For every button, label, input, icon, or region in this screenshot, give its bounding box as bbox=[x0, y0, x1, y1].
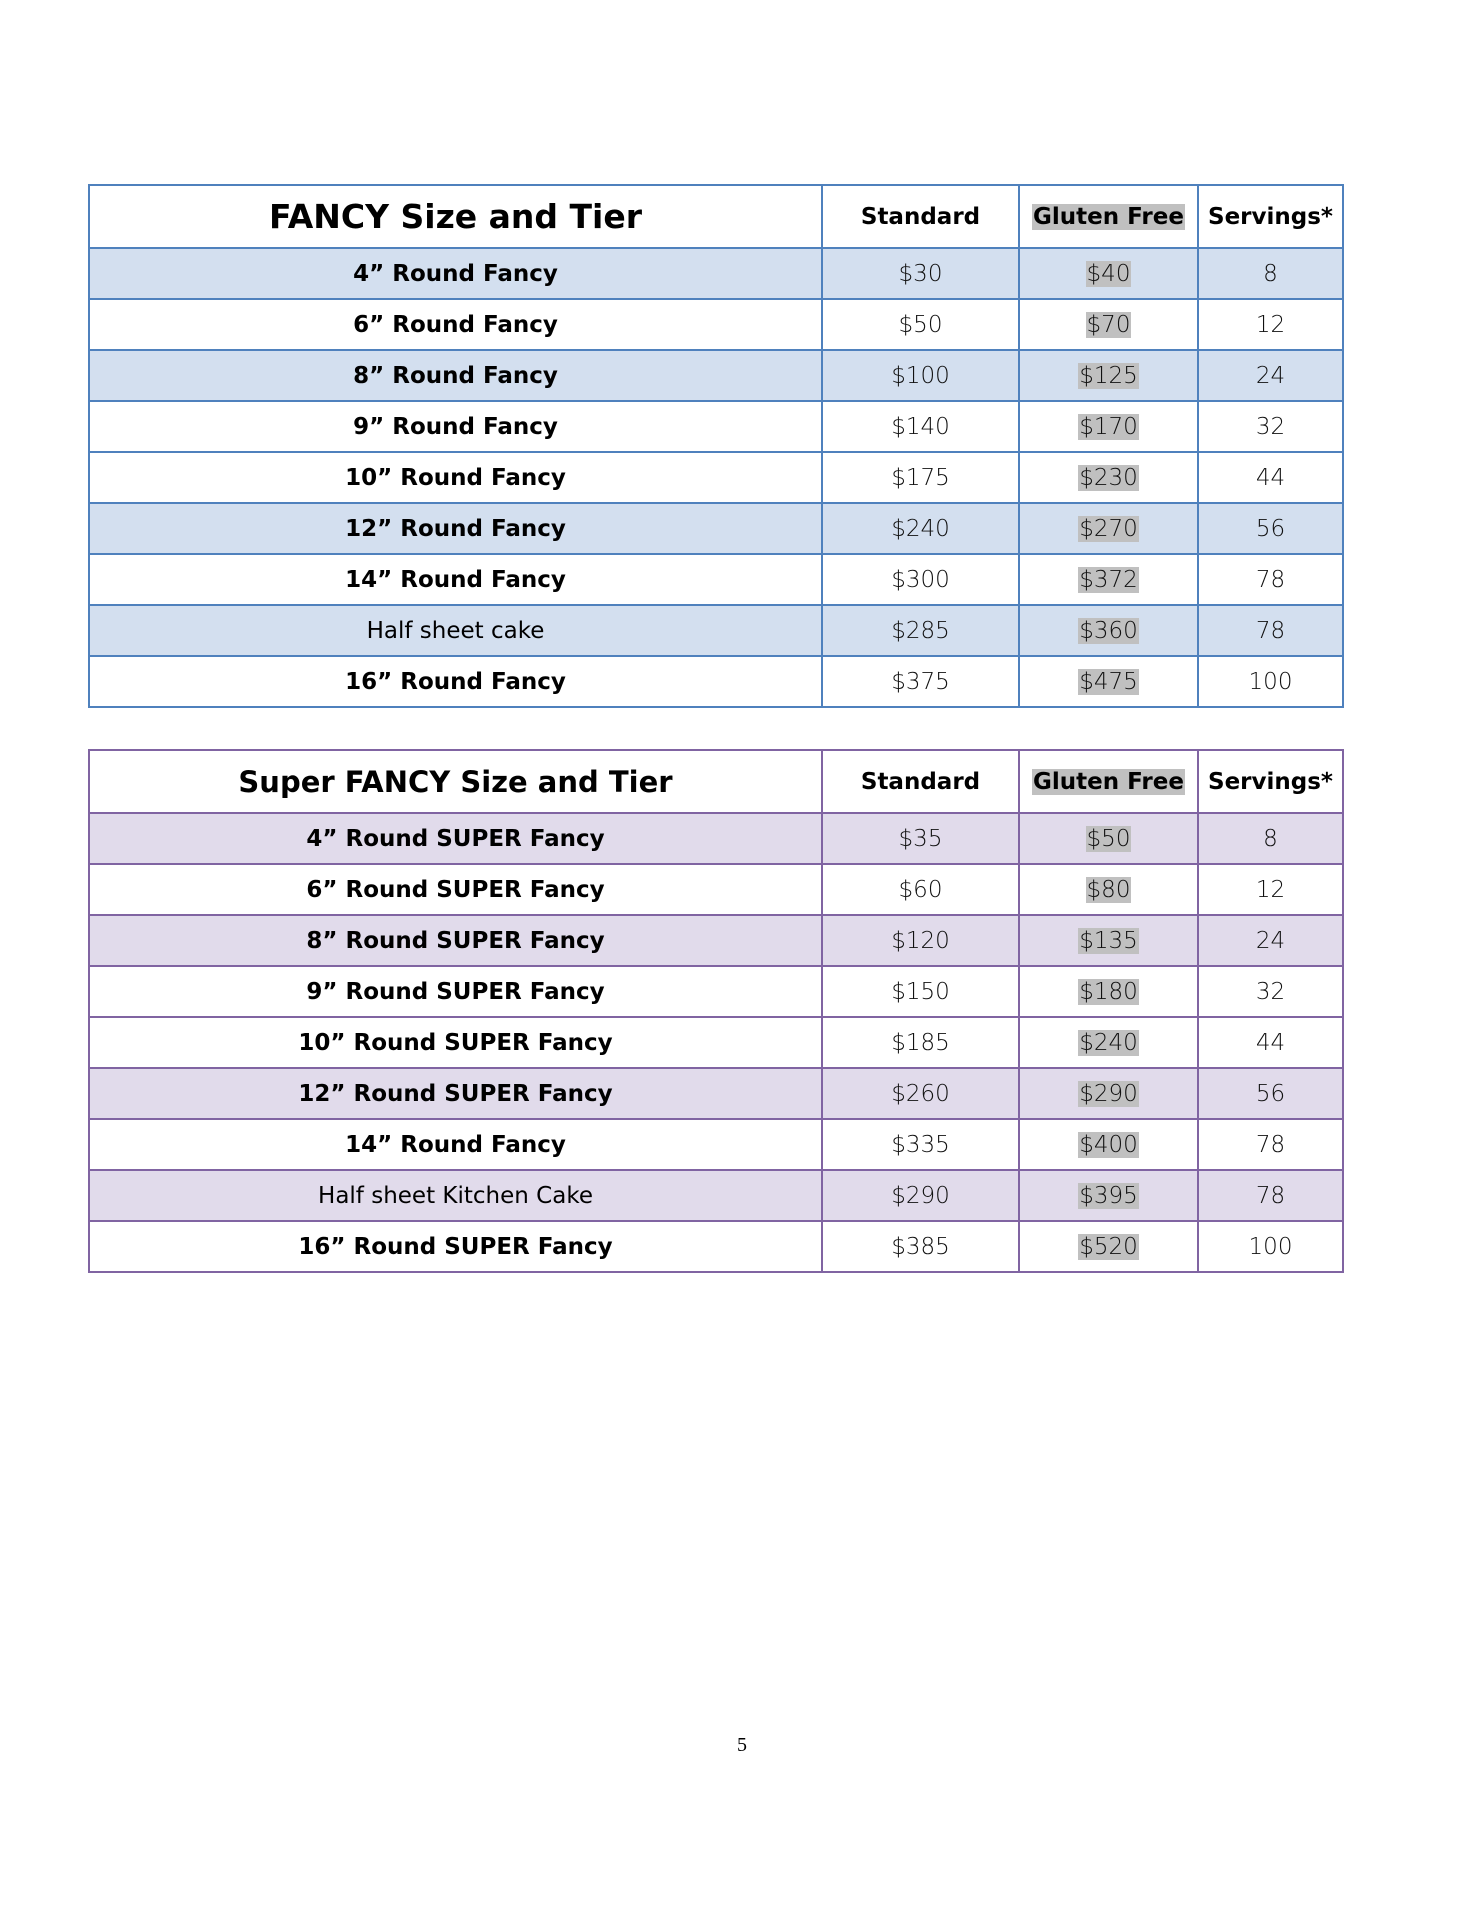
standard-price: $100 bbox=[822, 350, 1019, 401]
servings: 8 bbox=[1198, 248, 1343, 299]
size-name: 9” Round SUPER Fancy bbox=[89, 966, 822, 1017]
servings: 44 bbox=[1198, 1017, 1343, 1068]
table-title: FANCY Size and Tier bbox=[268, 197, 643, 236]
table-title-cell bbox=[89, 185, 822, 248]
gluten-free-price: $395 bbox=[1019, 1170, 1198, 1221]
gluten-free-header: Gluten Free bbox=[1019, 750, 1198, 813]
servings: 24 bbox=[1198, 350, 1343, 401]
servings: 32 bbox=[1198, 401, 1343, 452]
standard-price: $300 bbox=[822, 554, 1019, 605]
gluten-free-price: $372 bbox=[1019, 554, 1198, 605]
servings: 44 bbox=[1198, 452, 1343, 503]
table-title-cell bbox=[89, 750, 822, 813]
servings: 78 bbox=[1198, 1119, 1343, 1170]
servings: 56 bbox=[1198, 503, 1343, 554]
servings: 78 bbox=[1198, 1170, 1343, 1221]
standard-price: $120 bbox=[822, 915, 1019, 966]
size-name: Half sheet cake bbox=[89, 605, 822, 656]
table-row bbox=[89, 1017, 1343, 1068]
size-name: 8” Round SUPER Fancy bbox=[89, 915, 822, 966]
standard-price: $240 bbox=[822, 503, 1019, 554]
super-fancy-price-table bbox=[88, 749, 1344, 1273]
standard-header: Standard bbox=[822, 750, 1019, 813]
table-row bbox=[89, 248, 1343, 299]
page-number: 5 bbox=[737, 1734, 747, 1756]
gluten-free-price: $125 bbox=[1019, 350, 1198, 401]
standard-price: $260 bbox=[822, 1068, 1019, 1119]
size-name: 10” Round SUPER Fancy bbox=[89, 1017, 822, 1068]
table-row bbox=[89, 350, 1343, 401]
gluten-free-header: Gluten Free bbox=[1019, 185, 1198, 248]
servings: 100 bbox=[1198, 1221, 1343, 1272]
table-row bbox=[89, 966, 1343, 1017]
servings: 8 bbox=[1198, 813, 1343, 864]
servings: 56 bbox=[1198, 1068, 1343, 1119]
gluten-free-price: $70 bbox=[1019, 299, 1198, 350]
table-row bbox=[89, 864, 1343, 915]
servings: 24 bbox=[1198, 915, 1343, 966]
gluten-free-price: $290 bbox=[1019, 1068, 1198, 1119]
table-header-row bbox=[89, 185, 1343, 248]
gluten-free-price: $80 bbox=[1019, 864, 1198, 915]
size-name: 16” Round Fancy bbox=[89, 656, 822, 707]
table-row bbox=[89, 299, 1343, 350]
standard-header: Standard bbox=[822, 185, 1019, 248]
standard-price: $175 bbox=[822, 452, 1019, 503]
standard-price: $150 bbox=[822, 966, 1019, 1017]
size-name: 9” Round Fancy bbox=[89, 401, 822, 452]
table-row bbox=[89, 1170, 1343, 1221]
size-name: 8” Round Fancy bbox=[89, 350, 822, 401]
servings: 78 bbox=[1198, 605, 1343, 656]
table-row bbox=[89, 503, 1343, 554]
servings: 78 bbox=[1198, 554, 1343, 605]
fancy-price-table bbox=[88, 184, 1344, 708]
gluten-free-price: $270 bbox=[1019, 503, 1198, 554]
standard-price: $140 bbox=[822, 401, 1019, 452]
gluten-free-price: $40 bbox=[1019, 248, 1198, 299]
gluten-free-price: $360 bbox=[1019, 605, 1198, 656]
size-name: 14” Round Fancy bbox=[89, 554, 822, 605]
table-row bbox=[89, 554, 1343, 605]
table-header-row bbox=[89, 750, 1343, 813]
size-name: 12” Round Fancy bbox=[89, 503, 822, 554]
standard-price: $335 bbox=[822, 1119, 1019, 1170]
servings: 12 bbox=[1198, 299, 1343, 350]
size-name: 6” Round Fancy bbox=[89, 299, 822, 350]
gluten-free-price: $520 bbox=[1019, 1221, 1198, 1272]
table-row bbox=[89, 401, 1343, 452]
size-name: 12” Round SUPER Fancy bbox=[89, 1068, 822, 1119]
size-name: 14” Round Fancy bbox=[89, 1119, 822, 1170]
gluten-free-price: $400 bbox=[1019, 1119, 1198, 1170]
gluten-free-price: $135 bbox=[1019, 915, 1198, 966]
standard-price: $60 bbox=[822, 864, 1019, 915]
size-name: Half sheet Kitchen Cake bbox=[89, 1170, 822, 1221]
gluten-free-price: $180 bbox=[1019, 966, 1198, 1017]
standard-price: $35 bbox=[822, 813, 1019, 864]
table-row bbox=[89, 656, 1343, 707]
standard-price: $30 bbox=[822, 248, 1019, 299]
size-name: 16” Round SUPER Fancy bbox=[89, 1221, 822, 1272]
standard-price: $290 bbox=[822, 1170, 1019, 1221]
standard-price: $375 bbox=[822, 656, 1019, 707]
table-row bbox=[89, 915, 1343, 966]
size-name: 10” Round Fancy bbox=[89, 452, 822, 503]
standard-price: $385 bbox=[822, 1221, 1019, 1272]
standard-price: $285 bbox=[822, 605, 1019, 656]
size-name: 6” Round SUPER Fancy bbox=[89, 864, 822, 915]
table-row bbox=[89, 1068, 1343, 1119]
size-name: 4” Round Fancy bbox=[89, 248, 822, 299]
servings-header: Servings* bbox=[1198, 750, 1343, 813]
gluten-free-price: $230 bbox=[1019, 452, 1198, 503]
table-row bbox=[89, 1221, 1343, 1272]
table-row bbox=[89, 605, 1343, 656]
table-row bbox=[89, 452, 1343, 503]
standard-price: $50 bbox=[822, 299, 1019, 350]
gluten-free-price: $475 bbox=[1019, 656, 1198, 707]
servings-header: Servings* bbox=[1198, 185, 1343, 248]
servings: 100 bbox=[1198, 656, 1343, 707]
table-row bbox=[89, 1119, 1343, 1170]
size-name: 4” Round SUPER Fancy bbox=[89, 813, 822, 864]
servings: 12 bbox=[1198, 864, 1343, 915]
table-title: Super FANCY Size and Tier bbox=[238, 764, 673, 799]
gluten-free-price: $170 bbox=[1019, 401, 1198, 452]
servings: 32 bbox=[1198, 966, 1343, 1017]
standard-price: $185 bbox=[822, 1017, 1019, 1068]
table-row bbox=[89, 813, 1343, 864]
gluten-free-price: $240 bbox=[1019, 1017, 1198, 1068]
gluten-free-price: $50 bbox=[1019, 813, 1198, 864]
